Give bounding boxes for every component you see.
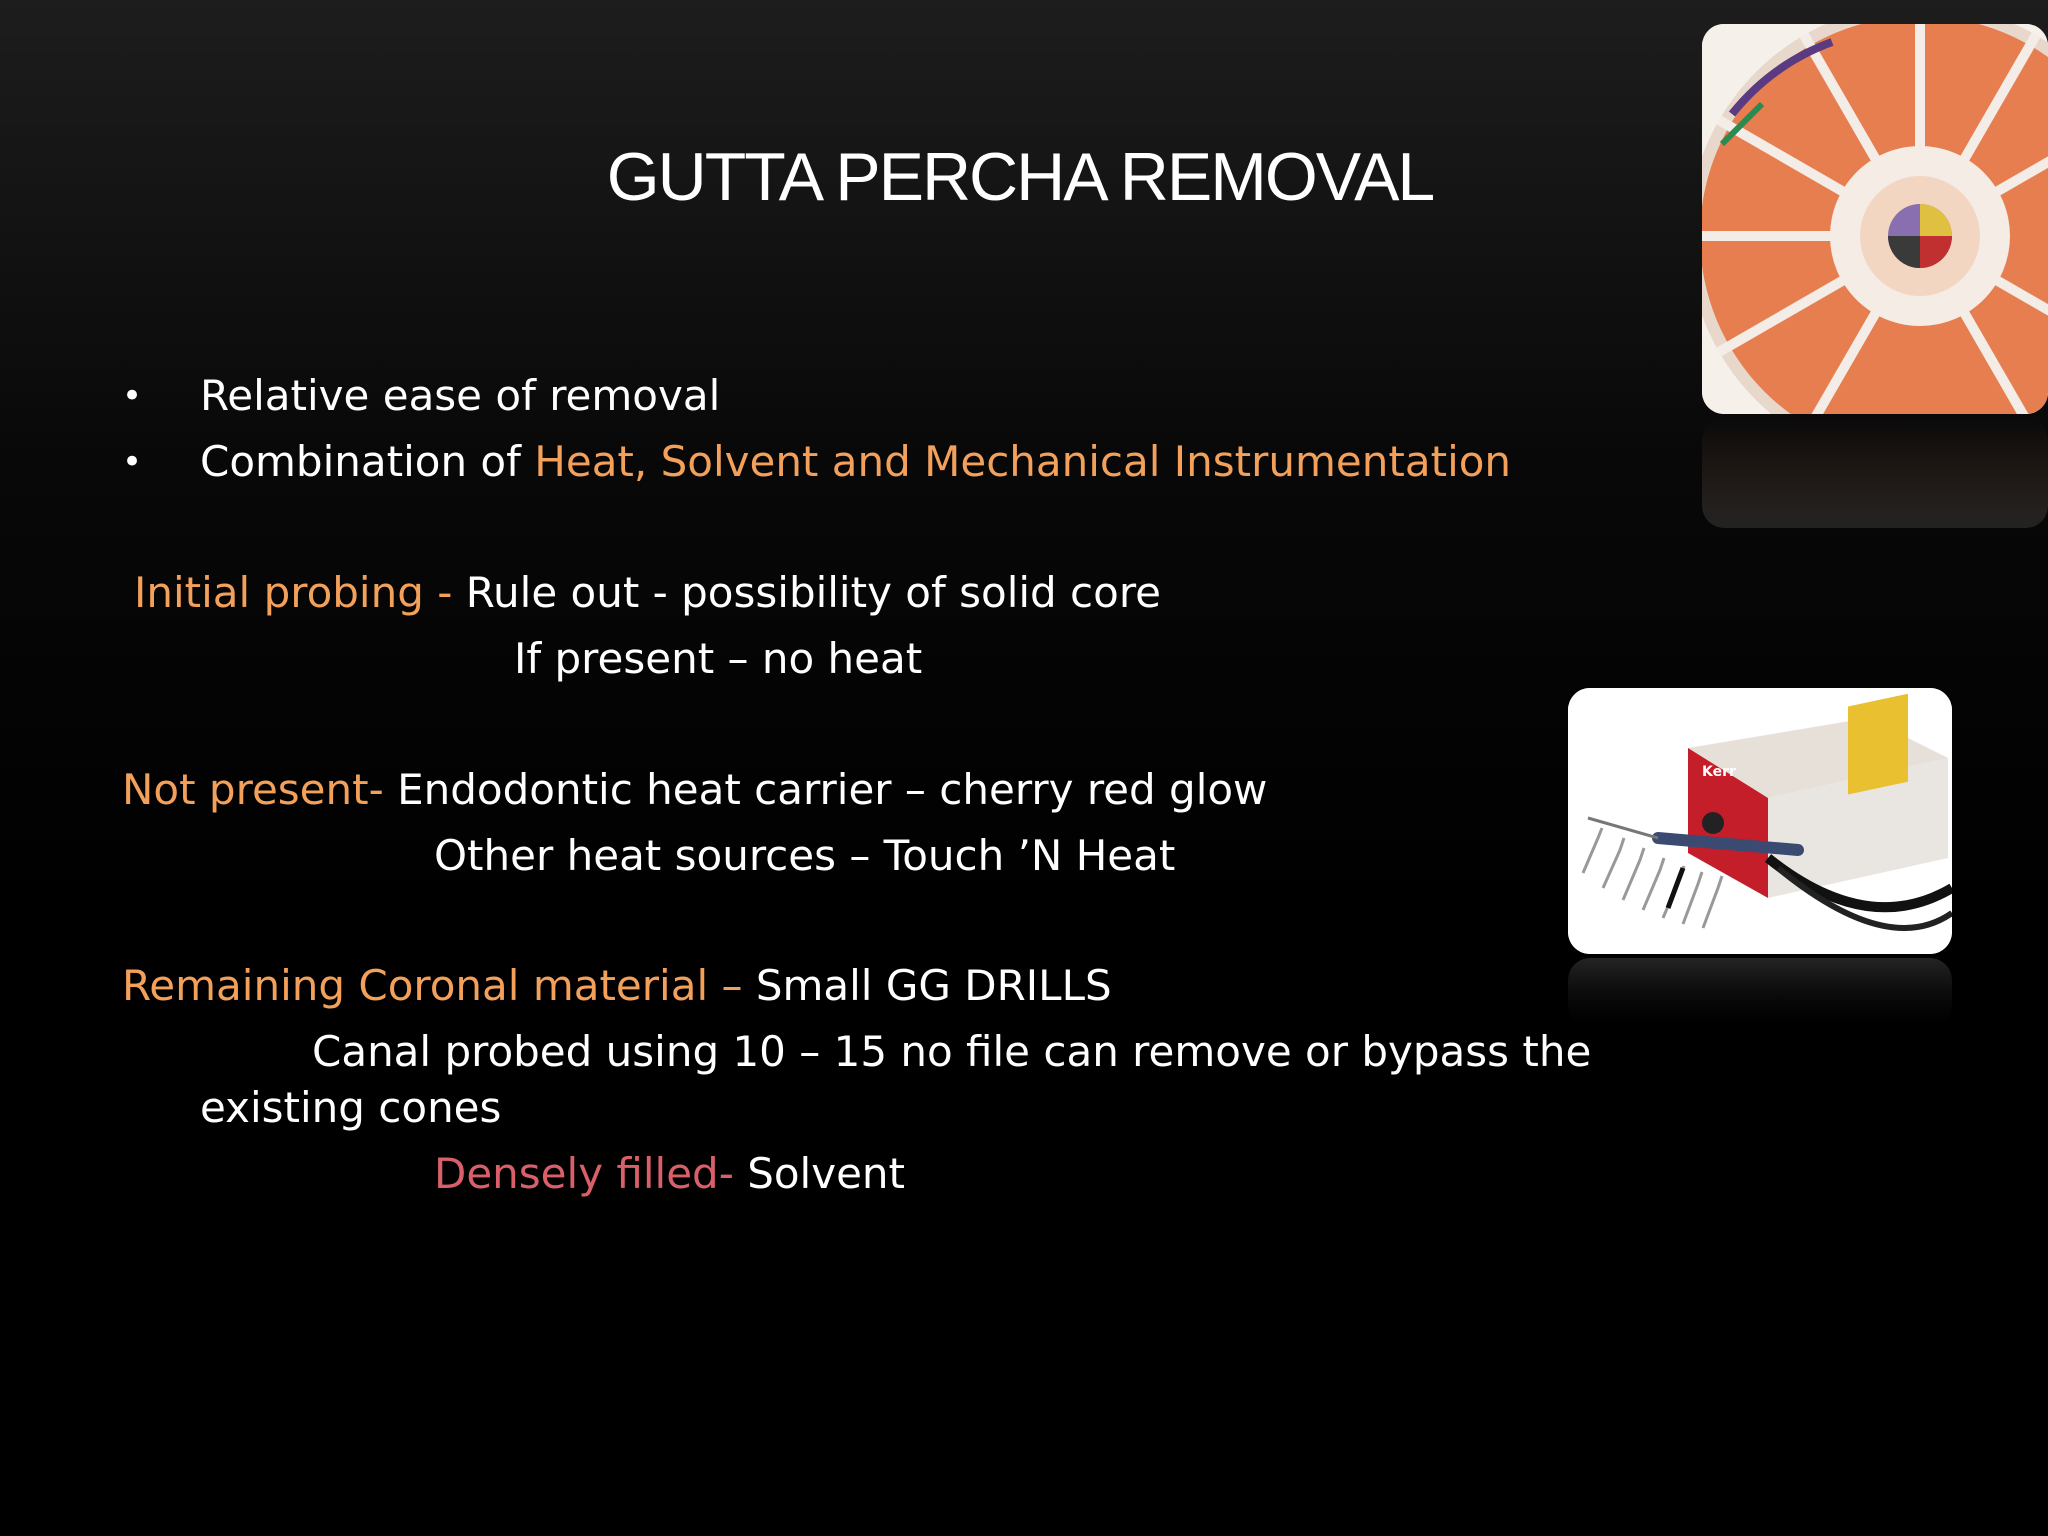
canal-probed-line: Canal probed using 10 – 15 no file can remove or bypass the bbox=[312, 1027, 1592, 1076]
initial-probing-text: Rule out - possibility of solid core bbox=[465, 568, 1162, 617]
bullet-relative-ease: Relative ease of removal bbox=[200, 371, 721, 420]
not-present-label: Not present- bbox=[122, 765, 398, 814]
bullet-dot: • bbox=[122, 376, 143, 416]
densely-filled-label: Densely filled- bbox=[434, 1149, 748, 1198]
densely-filled-text: Solvent bbox=[747, 1149, 906, 1198]
bullet-dot: • bbox=[122, 442, 143, 482]
bullet-combination bbox=[200, 436, 1511, 488]
gutta-percha-points-wheel-image bbox=[1702, 24, 2048, 414]
initial-probing-label: Initial probing - bbox=[134, 568, 466, 617]
remaining-coronal-label: Remaining Coronal material – bbox=[122, 961, 756, 1010]
wheel-reflection bbox=[1702, 418, 2048, 528]
slide-title: GUTTA PERCHA REMOVAL bbox=[606, 139, 1434, 215]
remaining-coronal-line bbox=[122, 960, 1112, 1012]
touch-n-heat-device-image bbox=[1568, 688, 1952, 954]
initial-probing-line bbox=[134, 567, 1161, 619]
not-present-text: Endodontic heat carrier – cherry red glow bbox=[397, 765, 1268, 814]
wheel-illustration bbox=[1702, 24, 2048, 414]
combination-highlight: Heat, Solvent and Mechanical Instrumentation bbox=[534, 437, 1512, 486]
device-brand-label: Kerr bbox=[1702, 764, 1736, 780]
device-reflection bbox=[1568, 958, 1952, 1028]
remaining-coronal-text: Small GG DRILLS bbox=[755, 961, 1112, 1010]
initial-probing-sub: If present – no heat bbox=[514, 634, 923, 683]
densely-filled-line bbox=[434, 1148, 905, 1200]
not-present-sub: Other heat sources – Touch ’N Heat bbox=[434, 831, 1176, 880]
not-present-line bbox=[122, 764, 1267, 816]
combination-prefix: Combination of bbox=[200, 437, 535, 486]
device-illustration bbox=[1568, 688, 1952, 954]
existing-cones-line: existing cones bbox=[200, 1083, 502, 1132]
